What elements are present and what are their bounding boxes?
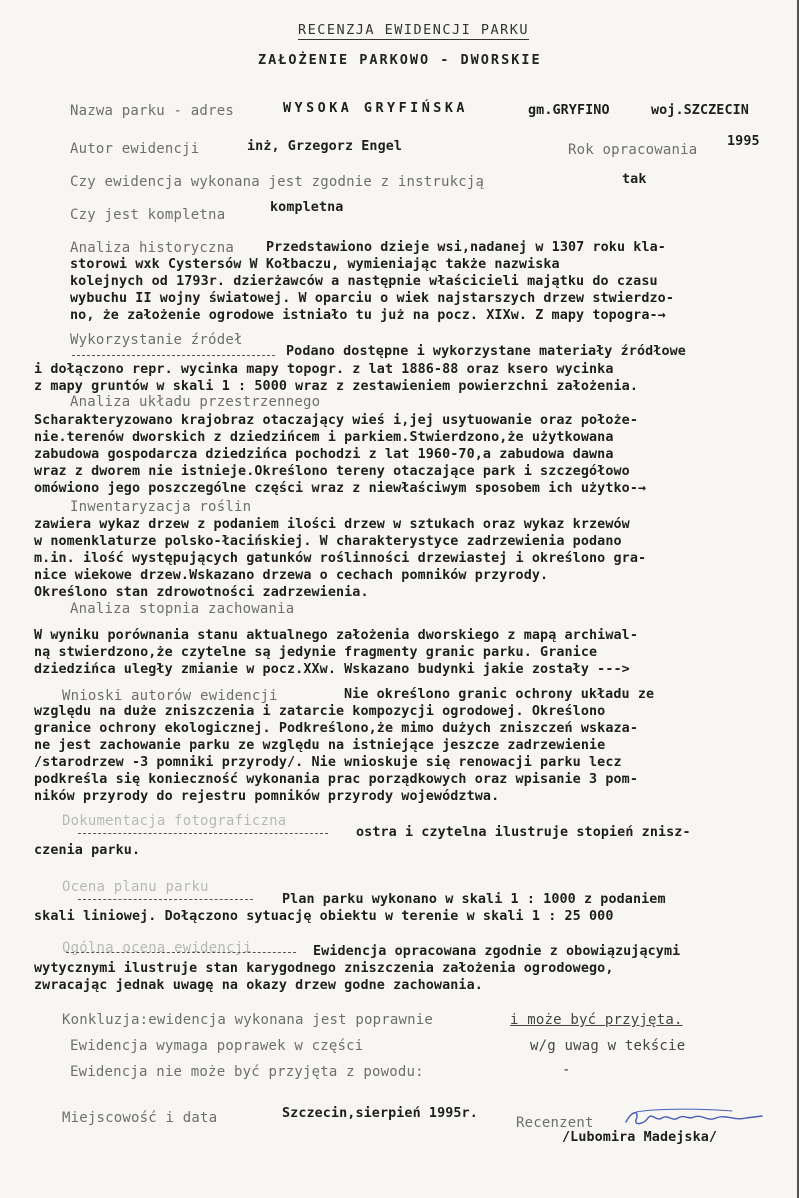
spatial-line: omówiono jego poszczególne części wraz z niewłaściwym sposobem ich użytko-→ xyxy=(34,481,647,496)
instruction-value: tak xyxy=(622,172,647,187)
historical-line: storowi wxk Cystersów W Kołbaczu, wymieniając także nazwiska xyxy=(70,257,560,272)
document-subtitle: ZAŁOŻENIE PARKOWO - DWORSKIE xyxy=(258,52,542,68)
amend-label: Ewidencja wymaga poprawek w części xyxy=(70,1038,364,1054)
amend-value: w/g uwag w tekście xyxy=(530,1038,686,1054)
park-woj: woj.SZCZECIN xyxy=(651,103,749,118)
conclusion-label: Konkluzja:ewidencja wykonana jest poprawnie xyxy=(62,1012,434,1028)
historical-line: wybuchu II wojny światowej. W oparciu o wiek najstarszych drzew stwierdzo- xyxy=(70,291,674,306)
historical-label: Analiza historyczna xyxy=(70,240,234,256)
spatial-label: Analiza układu przestrzennego xyxy=(70,394,321,410)
photo-label: Dokumentacja fotograficzna xyxy=(62,813,287,829)
reject-value: - xyxy=(562,1062,571,1078)
complete-label: Czy jest kompletna xyxy=(70,207,226,223)
underline-dashes xyxy=(66,952,296,953)
underline-dashes xyxy=(78,899,253,900)
photo-line: ostra i czytelna ilustruje stopień znisz- xyxy=(356,825,691,840)
conclusions-label: Wnioski autorów ewidencji xyxy=(62,688,278,704)
conclusions-line: granice ochrony ekologicznej. Podkreślono,że mimo dużych zniszczeń wskaza- xyxy=(34,721,638,736)
preservation-line: W wyniku porównania stanu aktualnego założenia dworskiego z mapą archiwal- xyxy=(34,628,638,643)
underline-dashes xyxy=(72,355,275,356)
plan-line: skali liniowej. Dołączono sytuację obiektu w terenie w skali 1 : 25 000 xyxy=(34,909,614,924)
place-label: Miejscowość i data xyxy=(62,1110,218,1126)
plants-label: Inwentaryzacja roślin xyxy=(70,499,252,515)
photo-line: czenia parku. xyxy=(34,843,141,858)
overall-line: Ewidencja opracowana zgodnie z obowiązującymi xyxy=(313,944,681,959)
plants-line: m.in. ilość występujących gatunków roślinności drzewiastej i określono gra- xyxy=(34,551,647,566)
underline-dashes xyxy=(78,833,328,834)
sources-line: z mapy gruntów w skali 1 : 5000 wraz z zestawieniem powierzchni założenia. xyxy=(34,379,638,394)
historical-line: no, że założenie ogrodowe istniało tu już na pocz. XIXw. Z mapy topogra-→ xyxy=(70,308,666,323)
park-value: WYSOKA GRYFIŃSKA xyxy=(283,101,468,116)
reviewer-value: /Lubomira Madejska/ xyxy=(562,1130,718,1145)
preservation-label: Analiza stopnia zachowania xyxy=(70,601,295,617)
plants-line: w nomenklaturze polsko-łacińskiej. W charakterystyce zadrzewienia podano xyxy=(34,534,622,549)
reviewer-label: Recenzent xyxy=(516,1115,594,1131)
overall-line: wytycznymi ilustruje stan karygodnego zniszczenia założenia ogrodowego, xyxy=(34,961,614,976)
sources-line: Podano dostępne i wykorzystane materiały źródłowe xyxy=(286,344,686,359)
signature-scribble xyxy=(622,1106,772,1130)
reject-label: Ewidencja nie może być przyjęta z powodu: xyxy=(70,1064,424,1080)
document-title: RECENZJA EWIDENCJI PARKU xyxy=(298,22,530,38)
sources-label: Wykorzystanie źródeł xyxy=(70,332,243,348)
overall-line: zwracając jednak uwagę na okazy drzew godne zachowania. xyxy=(34,978,483,993)
sources-line: i dołączono repr. wycinka mapy topogr. z lat 1886-88 oraz ksero wycinka xyxy=(34,362,614,377)
preservation-line: ną stwierdzono,że czytelne są jedynie fragmenty granic parku. Granice xyxy=(34,645,598,660)
plan-line: Plan parku wykonano w skali 1 : 1000 z podaniem xyxy=(282,892,666,907)
conclusions-line: Nie określono granic ochrony układu ze xyxy=(344,687,655,702)
park-gmina: gm.GRYFINO xyxy=(528,103,610,118)
plants-line: Określono stan zdrowotności zadrzewienia. xyxy=(34,585,369,600)
spatial-line: nie.terenów dworskich z dziedzińcem i parkiem.Stwierdzono,że użytkowana xyxy=(34,430,614,445)
year-value: 1995 xyxy=(727,134,760,149)
spatial-line: wraz z dworem nie istnieje.Określono tereny otaczające park i szczegółowo xyxy=(34,464,630,479)
spatial-line: zabudowa gospodarcza dziedzińca pochodzi z lat 1960-70,a zabudowa dawna xyxy=(34,447,614,462)
conclusions-line: /starodrzew -3 pomniki przyrody/. Nie wnioskuje się renowacji parku lecz xyxy=(34,755,622,770)
conclusions-line: ne jest zachowanie parku ze względu na istniejące jeszcze zadrzewienie xyxy=(34,738,606,753)
year-label: Rok opracowania xyxy=(568,142,698,158)
instruction-label: Czy ewidencja wykonana jest zgodnie z instrukcją xyxy=(70,174,485,190)
historical-line: Przedstawiono dzieje wsi,nadanej w 1307 roku kla- xyxy=(266,240,666,255)
place-value: Szczecin,sierpień 1995r. xyxy=(282,1106,478,1121)
conclusions-line: względu na duże zniszczenia i zatarcie kompozycji ogrodowej. Określono xyxy=(34,704,606,719)
complete-value: kompletna xyxy=(270,200,344,215)
historical-line: kolejnych od 1793r. dzierżawców a następnie właścicieli majątku do czasu xyxy=(70,274,658,289)
author-value: inż, Grzegorz Engel xyxy=(247,139,403,154)
preservation-line: dziedzińca uległy zmianie w pocz.XXw. Wskazano budynki jakie zostały ---> xyxy=(34,662,630,677)
plants-line: zawiera wykaz drzew z podaniem ilości drzew w sztukach oraz wykaz krzewów xyxy=(34,517,630,532)
conclusions-line: ników przyrody do rejestru pomników przyrody województwa. xyxy=(34,789,500,804)
spatial-line: Scharakteryzowano krajobraz otaczający wieś i,jej usytuowanie oraz położe- xyxy=(34,413,638,428)
conclusion-value: i może być przyjęta. xyxy=(510,1012,683,1028)
park-label: Nazwa parku - adres xyxy=(70,103,234,119)
plants-line: nice wiekowe drzew.Wskazano drzewa o cechach pomników przyrody. xyxy=(34,568,549,583)
overall-label: Ogólna ocena ewidencji xyxy=(62,940,252,956)
conclusions-line: podkreśla się konieczność wykonania prac porządkowych oraz wpisanie 3 pom- xyxy=(34,772,638,787)
author-label: Autor ewidencji xyxy=(70,141,200,157)
plan-label: Ocena planu parku xyxy=(62,879,209,895)
